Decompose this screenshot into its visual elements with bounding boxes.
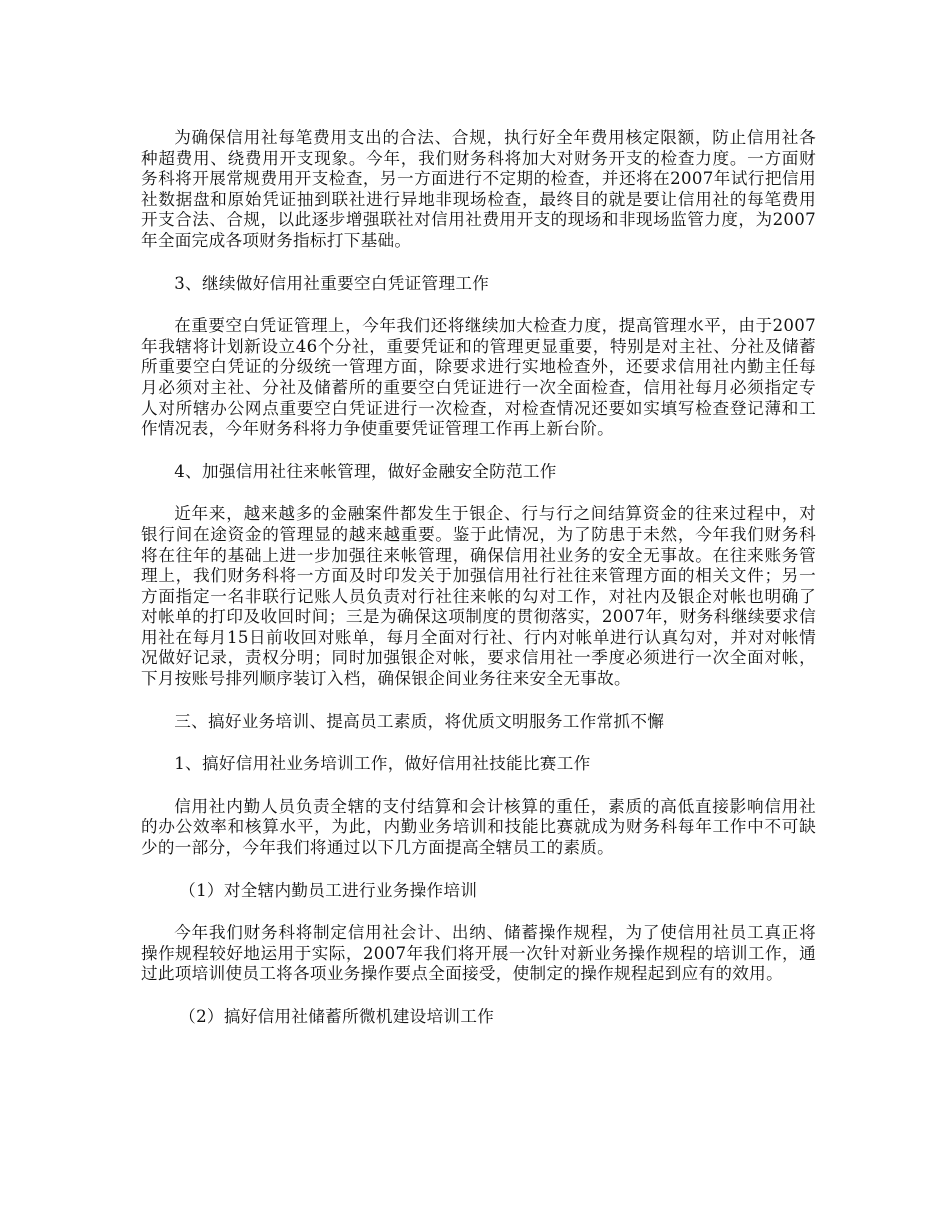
paragraph: 在重要空白凭证管理上，今年我们还将继续加大检查力度，提高管理水平，由于2007年我辖将计划新设立46个分社，重要凭证和的管理更显重要，特别是对主社、分社及储蓄所重要空白凭证的分级统一管理方面，除要求进行实地检查外，还要求信用社内勤主任每月必须对主社、分社及储蓄所的重要空白凭证进行一次全面检查，信用社每月必须指定专人对所辖办公网点重要空白凭证进行一次检查，对检查情况还要如实填写检查登记薄和工作情况表，今年财务科将力争使重要凭证管理工作再上新台阶。 [141,316,816,439]
section-heading: 4、加强信用社往来帐管理，做好金融安全防范工作 [174,461,557,481]
paragraph: 今年我们财务科将制定信用社会计、出纳、储蓄操作规程，为了使信用社员工真正将操作规程较好地运用于实际，2007年我们将开展一次针对新业务操作规程的培训工作，通过此项培训使员工将各项业务操作要点全面接受，使制定的操作规程起到应有的效用。 [141,923,816,984]
document-page [141,128,816,1050]
subsection-heading: （1）对全辖内勤员工进行业务操作培训 [179,880,478,900]
paragraph: 近年来，越来越多的金融案件都发生于银企、行与行之间结算资金的往来过程中，对银行间在途资金的管理显的越来越重要。鉴于此情况，为了防患于未然，今年我们财务科将在往年的基础上进一步加强往来帐管理，确保信用社业务的安全无事故。在往来账务管理上，我们财务科将一方面及时印发关于加强信用社行社往来管理方面的相关文件；另一方面指定一名非联行记账人员负责对行社往来帐的勾对工作，对社内及银企对帐也明确了对帐单的打印及收回时间；三是为确保这项制度的贯彻落实，2007年，财务科继续要求信用社在每月15日前收回对账单，每月全面对行社、行内对帐单进行认真勾对，并对对帐情况做好记录，责权分明；同时加强银企对帐，要求信用社一季度必须进行一次全面对帐，下月按账号排列顺序装订入档，确保银企间业务往来安全无事故。 [141,504,816,689]
subsection-heading: （2）搞好信用社储蓄所微机建设培训工作 [179,1007,495,1026]
paragraph: 信用社内勤人员负责全辖的支付结算和会计核算的重任，素质的高低直接影响信用社的办公效率和核算水平，为此，内勤业务培训和技能比赛就成为财务科每年工作中不可缺少的一部分，今年我们将通过以下几方面提高全辖员工的素质。 [141,796,816,858]
section-heading: 三、搞好业务培训、提高员工素质，将优质文明服务工作常抓不懈 [174,711,665,731]
paragraph: 为确保信用社每笔费用支出的合法、合规，执行好全年费用核定限额，防止信用社各种超费用、绕费用开支现象。今年，我们财务科将加大对财务开支的检查力度。一方面财务科将开展常规费用开支检查，另一方面进行不定期的检查，并还将在2007年试行把信用社数据盘和原始凭证抽到联社进行异地非现场检查，最终目的就是要让信用社的每笔费用开支合法、合规，以此逐步增强联社对信用社费用开支的现场和非现场监管力度，为2007年全面完成各项财务指标打下基础。 [141,128,816,250]
section-heading: 1、搞好信用社业务培训工作，做好信用社技能比赛工作 [174,754,591,774]
section-heading: 3、继续做好信用社重要空白凭证管理工作 [174,273,490,293]
